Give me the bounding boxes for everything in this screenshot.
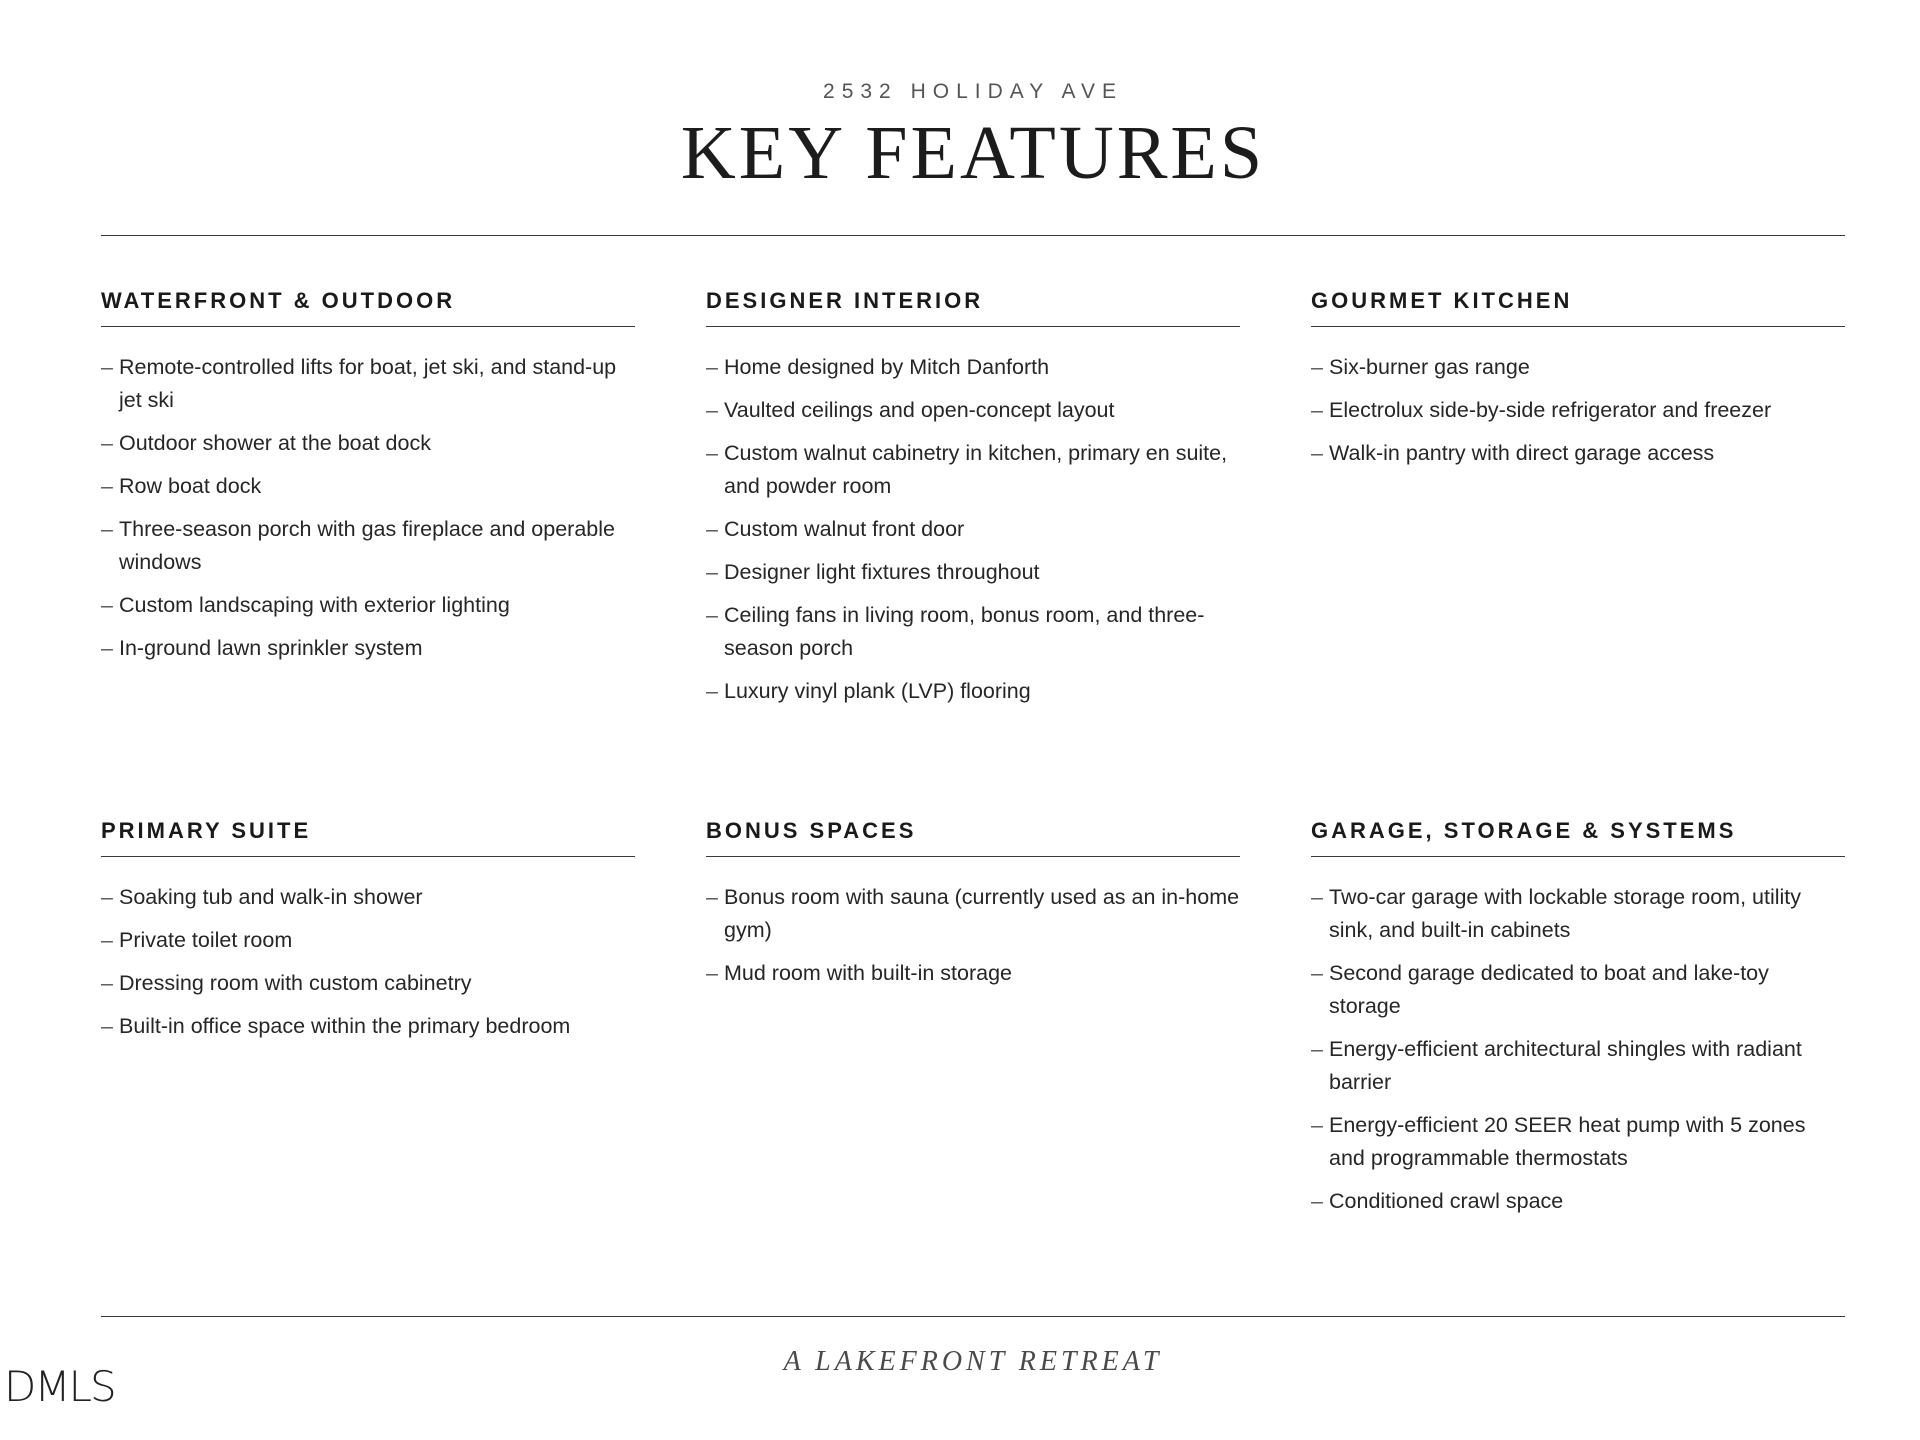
feature-item [706, 881, 1240, 947]
feature-item [1311, 1185, 1845, 1218]
feature-text: Two-car garage with lockable storage room, utility sink, and built-in cabinets [1329, 885, 1802, 942]
feature-text: Second garage dedicated to boat and lake-toy storage [1329, 961, 1769, 1018]
feature-text: Home designed by Mitch Danforth [724, 355, 1050, 379]
dash-bullet: – [1311, 355, 1323, 379]
dash-bullet: – [706, 517, 718, 541]
tagline: A LAKEFRONT RETREAT [783, 1346, 1163, 1377]
feature-text: Electrolux side-by-side refrigerator and freezer [1329, 398, 1772, 422]
feature-item [101, 513, 635, 579]
dash-bullet: – [101, 593, 113, 617]
section-gourmet-kitchen [1311, 288, 1845, 480]
dash-bullet: – [101, 517, 113, 541]
dash-bullet: – [1311, 1113, 1323, 1137]
feature-item [1311, 351, 1845, 384]
feature-item [101, 470, 635, 503]
dash-bullet: – [706, 398, 718, 422]
feature-text: Private toilet room [119, 928, 293, 952]
feature-item [706, 599, 1240, 665]
dmls-logo: DMLS [4, 1362, 115, 1411]
section-heading: GARAGE, STORAGE & SYSTEMS [1311, 818, 1845, 857]
feature-text: Luxury vinyl plank (LVP) flooring [724, 679, 1031, 703]
feature-list [101, 881, 635, 1043]
feature-item [101, 632, 635, 665]
section-heading: GOURMET KITCHEN [1311, 288, 1845, 327]
bottom-divider [101, 1316, 1845, 1317]
feature-text: Row boat dock [119, 474, 262, 498]
feature-text: Remote-controlled lifts for boat, jet ski, and stand-up jet ski [119, 355, 617, 412]
feature-text: Dressing room with custom cabinetry [119, 971, 472, 995]
feature-list [1311, 351, 1845, 470]
dash-bullet: – [101, 885, 113, 909]
dash-bullet: – [1311, 441, 1323, 465]
feature-text: Custom landscaping with exterior lighting [119, 593, 510, 617]
feature-text: Mud room with built-in storage [724, 961, 1012, 985]
feature-text: Custom walnut front door [724, 517, 965, 541]
dash-bullet: – [101, 928, 113, 952]
feature-text: Conditioned crawl space [1329, 1189, 1564, 1213]
feature-item [706, 675, 1240, 708]
dash-bullet: – [706, 885, 718, 909]
feature-item [101, 351, 635, 417]
section-designer-interior [706, 288, 1240, 718]
feature-text: Energy-efficient architectural shingles with radiant barrier [1329, 1037, 1802, 1094]
feature-text: Custom walnut cabinetry in kitchen, primary en suite, and powder room [724, 441, 1228, 498]
dash-bullet: – [706, 679, 718, 703]
dash-bullet: – [706, 560, 718, 584]
feature-item [706, 351, 1240, 384]
feature-item [101, 589, 635, 622]
feature-text: Six-burner gas range [1329, 355, 1530, 379]
feature-item [101, 924, 635, 957]
dash-bullet: – [101, 355, 113, 379]
section-heading: DESIGNER INTERIOR [706, 288, 1240, 327]
feature-text: Built-in office space within the primary bedroom [119, 1014, 571, 1038]
feature-text: Walk-in pantry with direct garage access [1329, 441, 1715, 465]
dash-bullet: – [1311, 1189, 1323, 1213]
dash-bullet: – [101, 636, 113, 660]
page-title: KEY FEATURES [680, 111, 1266, 195]
section-bonus-spaces [706, 818, 1240, 1000]
feature-item [706, 437, 1240, 503]
feature-text: Three-season porch with gas fireplace and operable windows [119, 517, 615, 574]
dash-bullet: – [706, 603, 718, 627]
feature-item [1311, 881, 1845, 947]
top-divider [101, 235, 1845, 236]
section-heading: PRIMARY SUITE [101, 818, 635, 857]
feature-text: Bonus room with sauna (currently used as an in-home gym) [724, 885, 1240, 942]
feature-text: Vaulted ceilings and open-concept layout [724, 398, 1115, 422]
dash-bullet: – [1311, 398, 1323, 422]
feature-item [706, 513, 1240, 546]
feature-list [706, 881, 1240, 990]
feature-list [1311, 881, 1845, 1218]
feature-list [706, 351, 1240, 708]
feature-item [1311, 394, 1845, 427]
dash-bullet: – [1311, 961, 1323, 985]
section-primary-suite [101, 818, 635, 1053]
feature-text: Energy-efficient 20 SEER heat pump with 5 zones and programmable thermostats [1329, 1113, 1806, 1170]
section-garage-storage-systems [1311, 818, 1845, 1228]
feature-sheet [101, 0, 1845, 1440]
feature-item [1311, 437, 1845, 470]
feature-item [101, 881, 635, 914]
feature-item [706, 394, 1240, 427]
feature-list [101, 351, 635, 665]
feature-item [1311, 1033, 1845, 1099]
dash-bullet: – [1311, 1037, 1323, 1061]
feature-item [101, 427, 635, 460]
property-address: 2532 HOLIDAY AVE [823, 80, 1123, 103]
feature-text: Soaking tub and walk-in shower [119, 885, 423, 909]
feature-text: Ceiling fans in living room, bonus room, and three-season porch [724, 603, 1205, 660]
feature-text: Designer light fixtures throughout [724, 560, 1040, 584]
dash-bullet: – [1311, 885, 1323, 909]
section-heading: BONUS SPACES [706, 818, 1240, 857]
feature-item [101, 967, 635, 1000]
dash-bullet: – [101, 431, 113, 455]
feature-item [1311, 1109, 1845, 1175]
section-waterfront-outdoor [101, 288, 635, 675]
dash-bullet: – [706, 441, 718, 465]
feature-item [706, 957, 1240, 990]
dash-bullet: – [101, 474, 113, 498]
feature-item [706, 556, 1240, 589]
dash-bullet: – [706, 961, 718, 985]
dash-bullet: – [101, 1014, 113, 1038]
feature-text: In-ground lawn sprinkler system [119, 636, 423, 660]
feature-item [1311, 957, 1845, 1023]
dash-bullet: – [706, 355, 718, 379]
section-heading: WATERFRONT & OUTDOOR [101, 288, 635, 327]
feature-text: Outdoor shower at the boat dock [119, 431, 431, 455]
dash-bullet: – [101, 971, 113, 995]
feature-item [101, 1010, 635, 1043]
